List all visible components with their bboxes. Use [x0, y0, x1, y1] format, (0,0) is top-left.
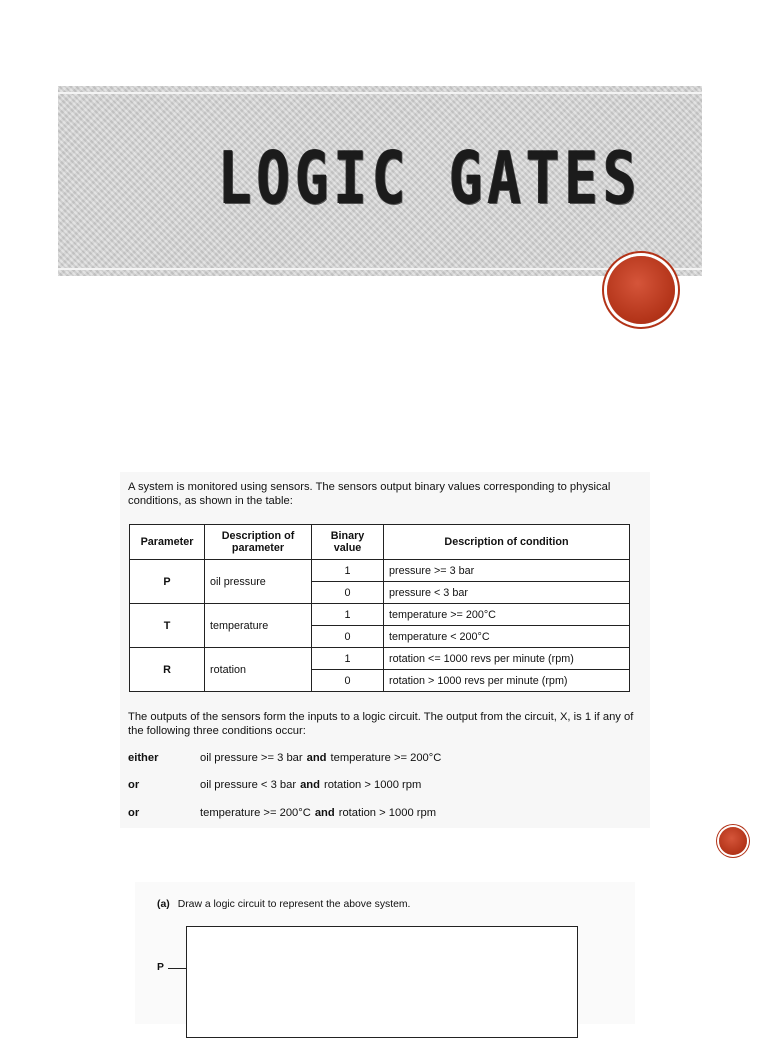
binary-value-cell: 1	[312, 560, 384, 582]
answer-drawing-box	[186, 926, 578, 1038]
condition-text	[200, 779, 421, 791]
part-a-label: (a)	[157, 899, 170, 910]
condition-cell: pressure >= 3 bar	[384, 560, 630, 582]
parameter-cell: R	[130, 648, 205, 692]
input-p-label: P	[157, 962, 164, 973]
title-banner	[58, 86, 702, 276]
condition-cell: temperature >= 200°C	[384, 604, 630, 626]
condition-left: oil pressure >= 3 bar	[200, 752, 303, 764]
input-p-line	[168, 968, 186, 969]
sensor-table	[129, 524, 630, 692]
parameter-description-cell: oil pressure	[205, 560, 312, 604]
condition-cell: rotation > 1000 revs per minute (rpm)	[384, 670, 630, 692]
condition-text	[200, 752, 441, 764]
part-a-text: Draw a logic circuit to represent the above system.	[177, 899, 411, 910]
table-row	[130, 648, 630, 670]
parameter-cell: P	[130, 560, 205, 604]
decorative-circle-large	[607, 256, 675, 324]
part-a-scan	[135, 882, 635, 1024]
binary-value-cell: 0	[312, 582, 384, 604]
condition-operator: and	[300, 779, 320, 791]
table-header-row	[130, 525, 630, 560]
condition-left: temperature >= 200°C	[200, 807, 311, 819]
table-header: Description of condition	[384, 525, 630, 560]
condition-right: rotation > 1000 rpm	[323, 779, 422, 791]
condition-keyword: either	[128, 752, 159, 764]
parameter-cell: T	[130, 604, 205, 648]
condition-operator: and	[314, 807, 335, 819]
outputs-description: The outputs of the sensors form the inputs to a logic circuit. The output from the circuit, X, is 1 if any of the following three conditions occur:	[128, 711, 634, 737]
part-a-instruction	[157, 899, 410, 910]
binary-value-cell: 1	[312, 604, 384, 626]
condition-cell: pressure < 3 bar	[384, 582, 630, 604]
table-header: Description of parameter	[205, 525, 312, 560]
table-row	[130, 560, 630, 582]
condition-keyword: or	[128, 807, 140, 819]
binary-value-cell: 0	[312, 626, 384, 648]
condition-text	[200, 807, 436, 819]
question-intro: A system is monitored using sensors. The sensors output binary values corresponding to physical conditions, as shown in the table:	[128, 481, 611, 507]
page-title: LOGIC GATES	[218, 136, 642, 220]
decorative-circle-small	[719, 827, 747, 855]
condition-cell: temperature < 200°C	[384, 626, 630, 648]
condition-cell: rotation <= 1000 revs per minute (rpm)	[384, 648, 630, 670]
condition-right: temperature >= 200°C	[330, 752, 442, 764]
condition-left: oil pressure < 3 bar	[200, 779, 297, 791]
binary-value-cell: 0	[312, 670, 384, 692]
condition-operator: and	[306, 752, 327, 764]
question-scan	[120, 472, 650, 828]
condition-keyword: or	[128, 779, 140, 791]
parameter-description-cell: rotation	[205, 648, 312, 692]
table-header: Parameter	[130, 525, 205, 560]
table-header: Binary value	[312, 525, 384, 560]
binary-value-cell: 1	[312, 648, 384, 670]
parameter-description-cell: temperature	[205, 604, 312, 648]
table-row	[130, 604, 630, 626]
condition-right: rotation > 1000 rpm	[338, 807, 437, 819]
